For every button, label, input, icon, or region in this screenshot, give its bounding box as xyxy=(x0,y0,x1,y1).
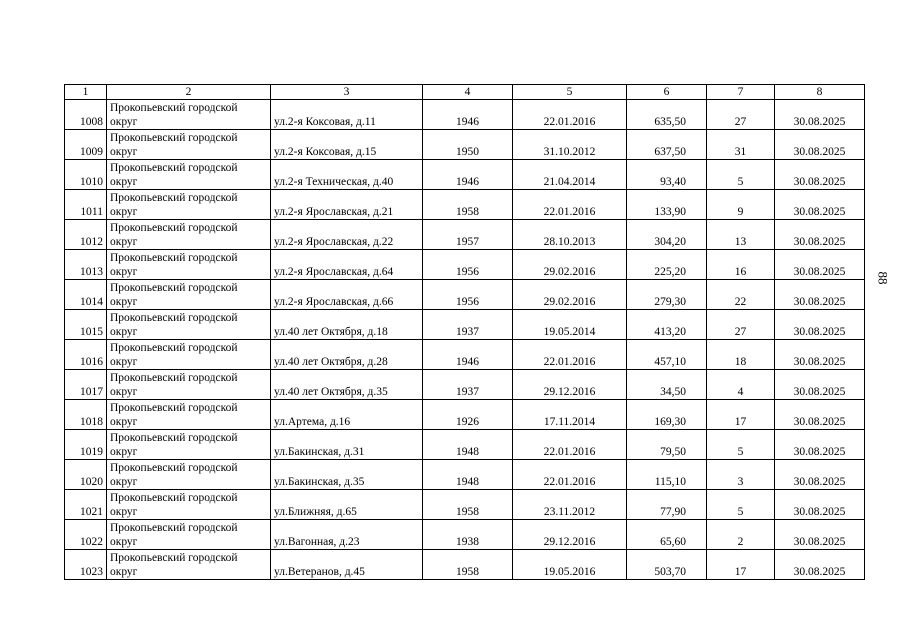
cell-count: 27 xyxy=(707,100,775,130)
cell-date: 22.01.2016 xyxy=(513,100,627,130)
cell-row-number: 1020 xyxy=(65,460,107,490)
cell-address: ул.2-я Ярославская, д.66 xyxy=(271,280,423,310)
cell-address: ул.40 лет Октября, д.35 xyxy=(271,370,423,400)
cell-row-number: 1023 xyxy=(65,550,107,580)
table-body xyxy=(65,100,865,580)
column-header-2: 2 xyxy=(107,85,271,100)
table-row xyxy=(65,220,865,250)
cell-count: 17 xyxy=(707,550,775,580)
cell-date: 22.01.2016 xyxy=(513,190,627,220)
table-row xyxy=(65,430,865,460)
cell-date: 19.05.2014 xyxy=(513,310,627,340)
cell-municipality: Прокопьевский городской округ xyxy=(107,520,271,550)
cell-date: 29.12.2016 xyxy=(513,520,627,550)
cell-date: 17.11.2014 xyxy=(513,400,627,430)
cell-count: 5 xyxy=(707,160,775,190)
cell-deadline: 30.08.2025 xyxy=(775,520,865,550)
cell-deadline: 30.08.2025 xyxy=(775,550,865,580)
cell-build-year: 1958 xyxy=(423,550,513,580)
cell-area: 34,50 xyxy=(627,370,707,400)
cell-municipality: Прокопьевский городской округ xyxy=(107,400,271,430)
cell-deadline: 30.08.2025 xyxy=(775,190,865,220)
cell-deadline: 30.08.2025 xyxy=(775,400,865,430)
page-number: 88 xyxy=(875,271,891,285)
cell-municipality: Прокопьевский городской округ xyxy=(107,220,271,250)
cell-date: 28.10.2013 xyxy=(513,220,627,250)
cell-address: ул.2-я Техническая, д.40 xyxy=(271,160,423,190)
cell-municipality: Прокопьевский городской округ xyxy=(107,310,271,340)
header-row xyxy=(65,85,865,100)
column-header-7: 7 xyxy=(707,85,775,100)
cell-count: 22 xyxy=(707,280,775,310)
cell-count: 17 xyxy=(707,400,775,430)
cell-date: 29.12.2016 xyxy=(513,370,627,400)
cell-address: ул.2-я Ярославская, д.22 xyxy=(271,220,423,250)
cell-area: 635,50 xyxy=(627,100,707,130)
cell-area: 79,50 xyxy=(627,430,707,460)
cell-date: 22.01.2016 xyxy=(513,460,627,490)
cell-municipality: Прокопьевский городской округ xyxy=(107,490,271,520)
cell-municipality: Прокопьевский городской округ xyxy=(107,460,271,490)
table-row xyxy=(65,190,865,220)
cell-date: 22.01.2016 xyxy=(513,340,627,370)
cell-area: 225,20 xyxy=(627,250,707,280)
cell-build-year: 1946 xyxy=(423,340,513,370)
cell-build-year: 1957 xyxy=(423,220,513,250)
column-header-1: 1 xyxy=(65,85,107,100)
cell-row-number: 1014 xyxy=(65,280,107,310)
cell-municipality: Прокопьевский городской округ xyxy=(107,190,271,220)
cell-date: 29.02.2016 xyxy=(513,280,627,310)
table-row xyxy=(65,520,865,550)
cell-date: 23.11.2012 xyxy=(513,490,627,520)
table-row xyxy=(65,310,865,340)
table-row xyxy=(65,130,865,160)
cell-row-number: 1010 xyxy=(65,160,107,190)
table-row xyxy=(65,400,865,430)
cell-deadline: 30.08.2025 xyxy=(775,160,865,190)
cell-deadline: 30.08.2025 xyxy=(775,130,865,160)
cell-address: ул.2-я Коксовая, д.11 xyxy=(271,100,423,130)
cell-count: 5 xyxy=(707,430,775,460)
table-row xyxy=(65,460,865,490)
cell-row-number: 1021 xyxy=(65,490,107,520)
cell-deadline: 30.08.2025 xyxy=(775,340,865,370)
column-header-8: 8 xyxy=(775,85,865,100)
cell-build-year: 1946 xyxy=(423,160,513,190)
cell-row-number: 1018 xyxy=(65,400,107,430)
cell-deadline: 30.08.2025 xyxy=(775,490,865,520)
cell-municipality: Прокопьевский городской округ xyxy=(107,250,271,280)
cell-count: 2 xyxy=(707,520,775,550)
cell-date: 19.05.2016 xyxy=(513,550,627,580)
cell-count: 9 xyxy=(707,190,775,220)
table-row xyxy=(65,250,865,280)
cell-address: ул.Вагонная, д.23 xyxy=(271,520,423,550)
cell-date: 21.04.2014 xyxy=(513,160,627,190)
cell-count: 5 xyxy=(707,490,775,520)
cell-address: ул.Ближняя, д.65 xyxy=(271,490,423,520)
cell-deadline: 30.08.2025 xyxy=(775,430,865,460)
cell-row-number: 1016 xyxy=(65,340,107,370)
cell-municipality: Прокопьевский городской округ xyxy=(107,160,271,190)
cell-address: ул.2-я Ярославская, д.64 xyxy=(271,250,423,280)
cell-count: 18 xyxy=(707,340,775,370)
column-header-5: 5 xyxy=(513,85,627,100)
housing-register-table xyxy=(64,84,865,580)
cell-date: 29.02.2016 xyxy=(513,250,627,280)
cell-area: 93,40 xyxy=(627,160,707,190)
cell-deadline: 30.08.2025 xyxy=(775,370,865,400)
cell-build-year: 1958 xyxy=(423,490,513,520)
cell-deadline: 30.08.2025 xyxy=(775,100,865,130)
cell-area: 457,10 xyxy=(627,340,707,370)
cell-address: ул.2-я Коксовая, д.15 xyxy=(271,130,423,160)
cell-address: ул.Артема, д.16 xyxy=(271,400,423,430)
cell-build-year: 1958 xyxy=(423,190,513,220)
cell-row-number: 1013 xyxy=(65,250,107,280)
cell-row-number: 1019 xyxy=(65,430,107,460)
cell-deadline: 30.08.2025 xyxy=(775,460,865,490)
cell-address: ул.2-я Ярославская, д.21 xyxy=(271,190,423,220)
cell-deadline: 30.08.2025 xyxy=(775,310,865,340)
cell-build-year: 1956 xyxy=(423,280,513,310)
cell-build-year: 1937 xyxy=(423,310,513,340)
table-row xyxy=(65,100,865,130)
table-row xyxy=(65,490,865,520)
cell-build-year: 1946 xyxy=(423,100,513,130)
column-header-3: 3 xyxy=(271,85,423,100)
cell-area: 77,90 xyxy=(627,490,707,520)
cell-row-number: 1011 xyxy=(65,190,107,220)
cell-municipality: Прокопьевский городской округ xyxy=(107,100,271,130)
cell-row-number: 1017 xyxy=(65,370,107,400)
column-header-4: 4 xyxy=(423,85,513,100)
cell-area: 637,50 xyxy=(627,130,707,160)
cell-address: ул.Бакинская, д.35 xyxy=(271,460,423,490)
cell-count: 4 xyxy=(707,370,775,400)
cell-municipality: Прокопьевский городской округ xyxy=(107,280,271,310)
cell-area: 65,60 xyxy=(627,520,707,550)
cell-row-number: 1012 xyxy=(65,220,107,250)
cell-area: 279,30 xyxy=(627,280,707,310)
cell-deadline: 30.08.2025 xyxy=(775,250,865,280)
cell-row-number: 1022 xyxy=(65,520,107,550)
cell-row-number: 1015 xyxy=(65,310,107,340)
cell-build-year: 1948 xyxy=(423,430,513,460)
cell-municipality: Прокопьевский городской округ xyxy=(107,370,271,400)
cell-row-number: 1008 xyxy=(65,100,107,130)
cell-count: 16 xyxy=(707,250,775,280)
cell-build-year: 1937 xyxy=(423,370,513,400)
cell-count: 27 xyxy=(707,310,775,340)
cell-count: 13 xyxy=(707,220,775,250)
cell-municipality: Прокопьевский городской округ xyxy=(107,430,271,460)
cell-row-number: 1009 xyxy=(65,130,107,160)
cell-area: 503,70 xyxy=(627,550,707,580)
cell-build-year: 1938 xyxy=(423,520,513,550)
column-header-6: 6 xyxy=(627,85,707,100)
cell-area: 133,90 xyxy=(627,190,707,220)
table-row xyxy=(65,280,865,310)
cell-build-year: 1956 xyxy=(423,250,513,280)
table-row xyxy=(65,160,865,190)
cell-address: ул.40 лет Октября, д.18 xyxy=(271,310,423,340)
cell-address: ул.40 лет Октября, д.28 xyxy=(271,340,423,370)
cell-municipality: Прокопьевский городской округ xyxy=(107,550,271,580)
cell-municipality: Прокопьевский городской округ xyxy=(107,130,271,160)
table-row xyxy=(65,370,865,400)
cell-area: 115,10 xyxy=(627,460,707,490)
table-row xyxy=(65,550,865,580)
cell-build-year: 1950 xyxy=(423,130,513,160)
cell-date: 31.10.2012 xyxy=(513,130,627,160)
cell-build-year: 1926 xyxy=(423,400,513,430)
cell-deadline: 30.08.2025 xyxy=(775,280,865,310)
cell-address: ул.Бакинская, д.31 xyxy=(271,430,423,460)
table-row xyxy=(65,340,865,370)
cell-deadline: 30.08.2025 xyxy=(775,220,865,250)
cell-date: 22.01.2016 xyxy=(513,430,627,460)
cell-count: 31 xyxy=(707,130,775,160)
cell-municipality: Прокопьевский городской округ xyxy=(107,340,271,370)
cell-area: 169,30 xyxy=(627,400,707,430)
cell-area: 304,20 xyxy=(627,220,707,250)
cell-area: 413,20 xyxy=(627,310,707,340)
cell-build-year: 1948 xyxy=(423,460,513,490)
cell-address: ул.Ветеранов, д.45 xyxy=(271,550,423,580)
cell-count: 3 xyxy=(707,460,775,490)
